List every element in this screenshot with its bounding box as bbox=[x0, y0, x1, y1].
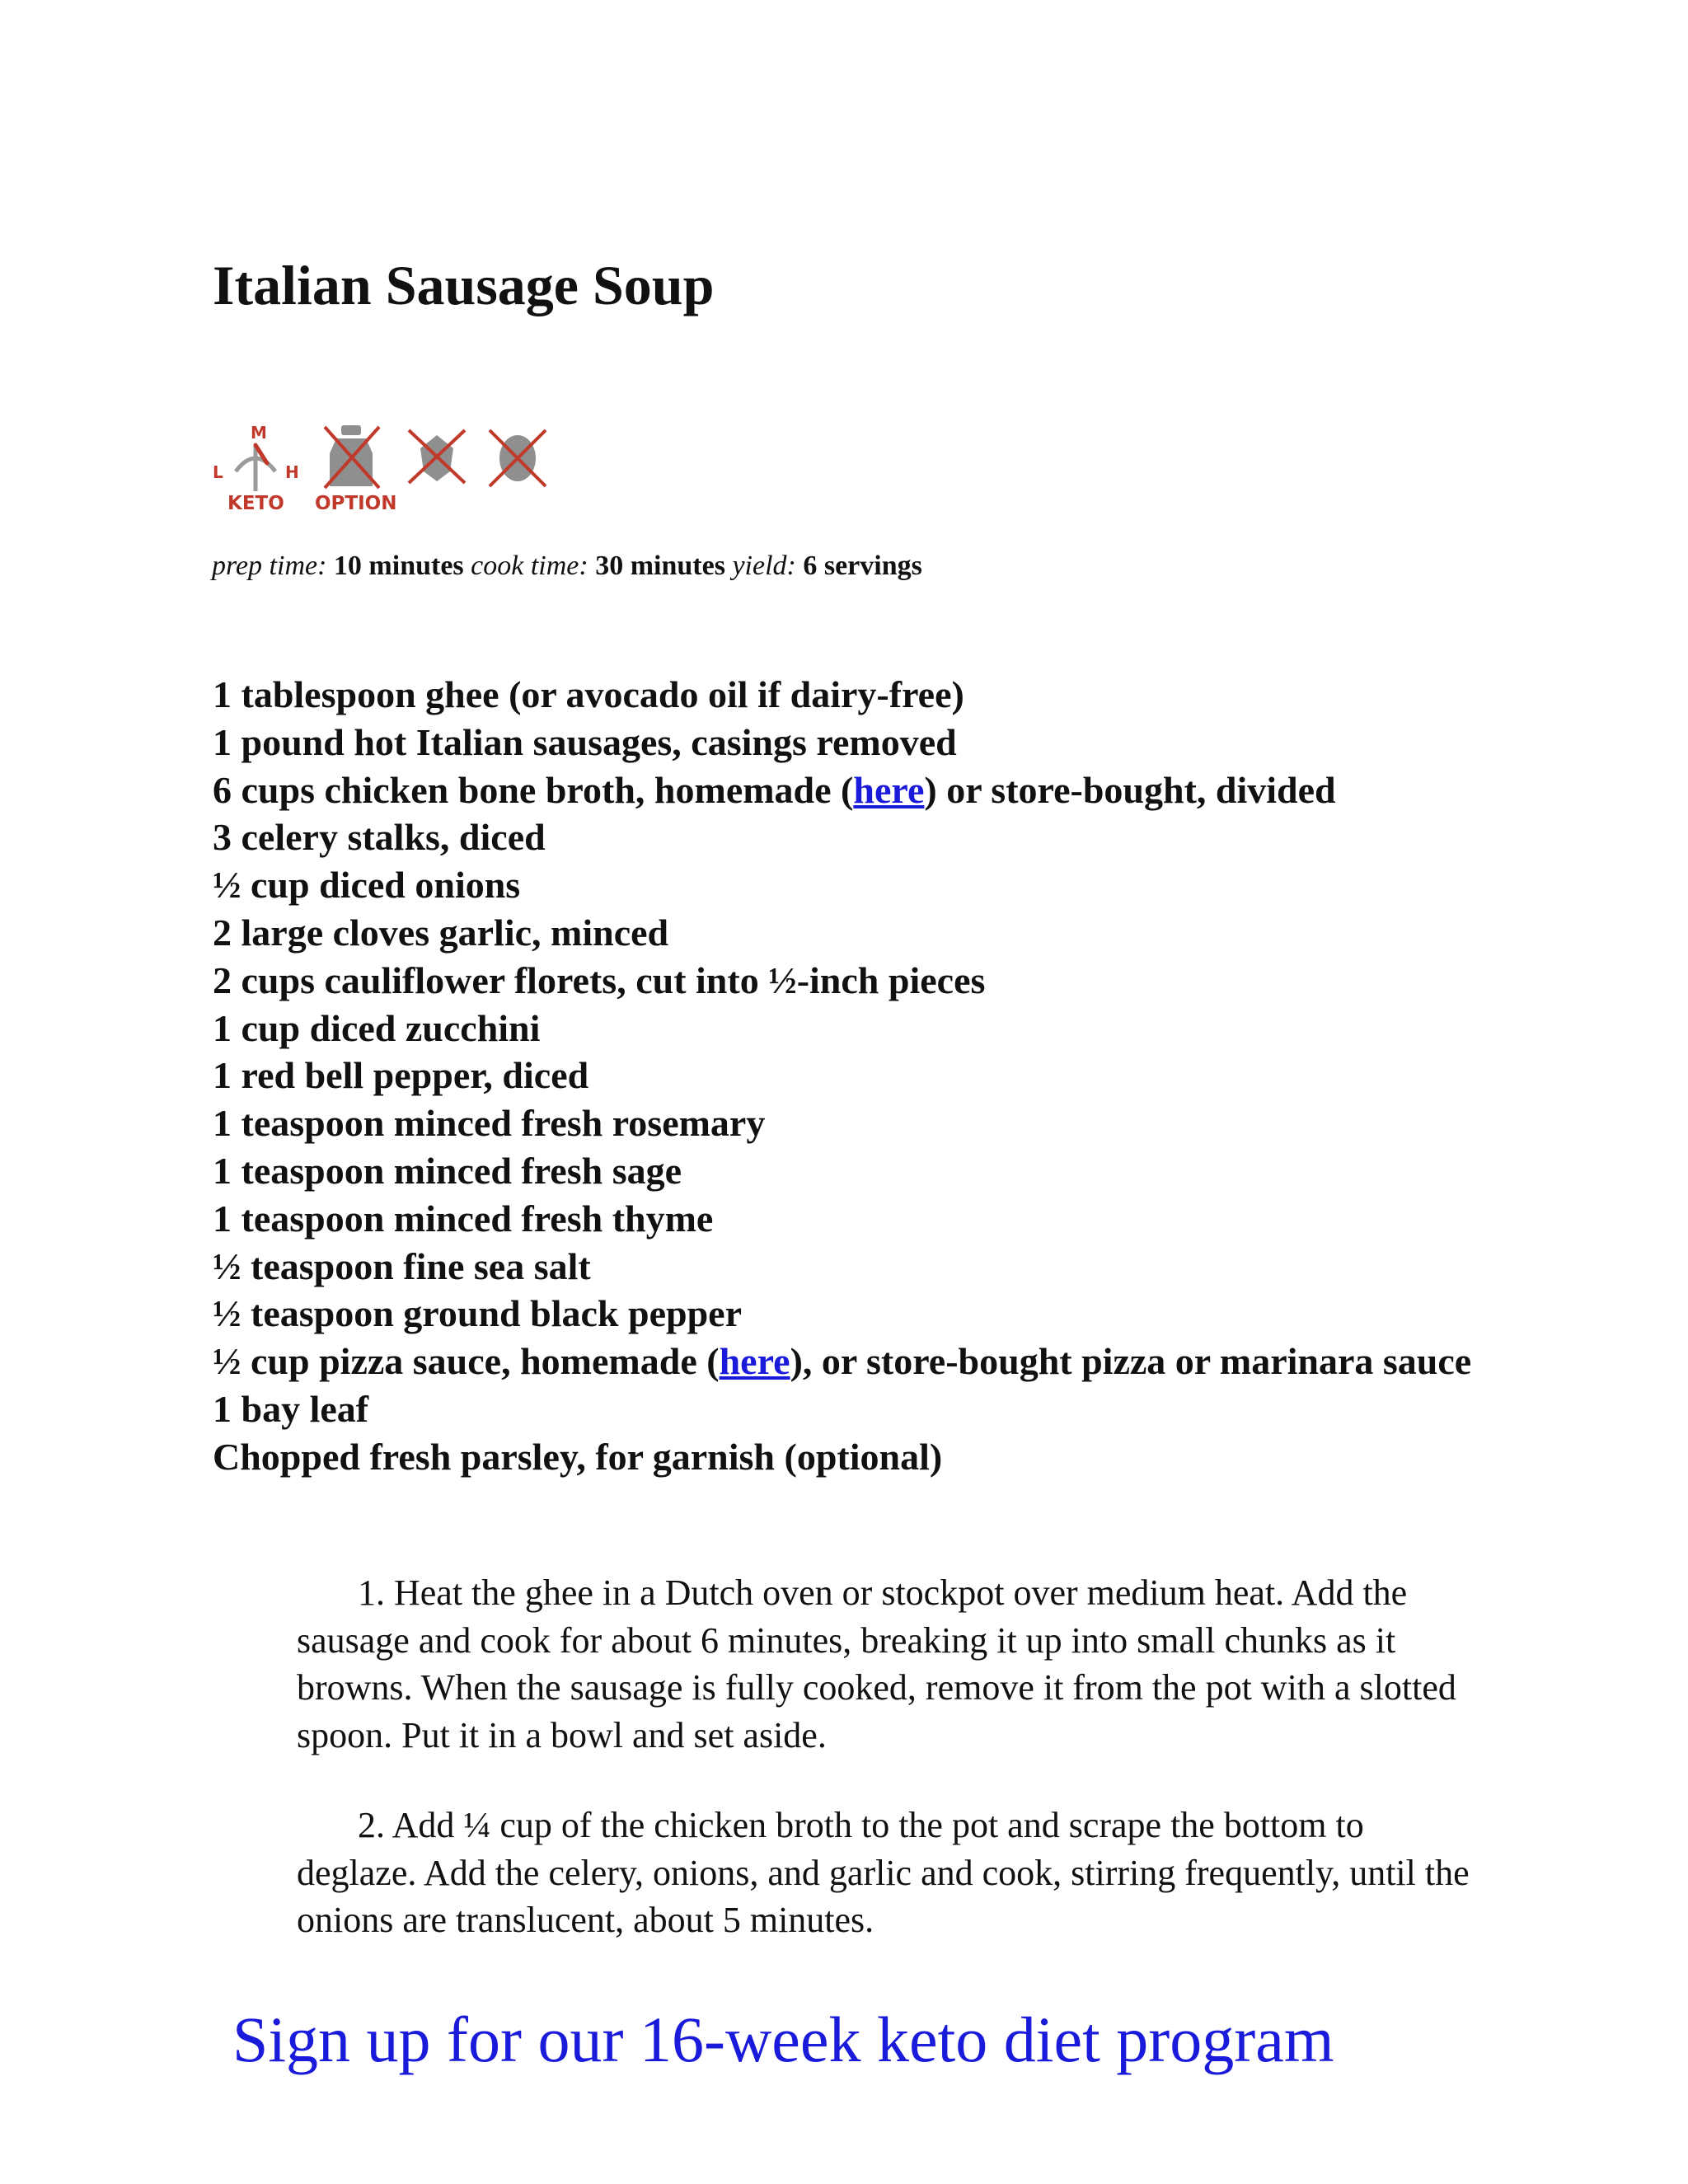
prep-time-value: 10 minutes bbox=[333, 551, 464, 581]
ingredient-text: 6 cups chicken bone broth, homemade ( bbox=[213, 768, 854, 811]
no-eggs-icon bbox=[485, 420, 551, 493]
yield-label: yield: bbox=[732, 551, 796, 581]
recipe-title: Italian Sausage Soup bbox=[213, 254, 715, 316]
ingredient-item: 1 teaspoon minced fresh thyme bbox=[213, 1197, 714, 1240]
cook-time-label: cook time: bbox=[471, 551, 588, 581]
ingredient-list bbox=[213, 671, 1474, 1481]
instruction-step bbox=[297, 1569, 1484, 1759]
ingredient-text: ), or store-bought pizza or marinara sauce bbox=[790, 1340, 1472, 1383]
instruction-text: 2. Add ¼ cup of the chicken broth to the pot and scrape the bottom to deglaze. Add the celery, onions, and garlic and cook, stirring frequently, until the onions are translucent, about 5 minutes. bbox=[297, 1805, 1470, 1940]
keto-scale-m: M bbox=[251, 423, 267, 443]
keto-scale-icon bbox=[206, 420, 305, 493]
instruction-step bbox=[297, 1802, 1484, 1944]
prep-time-label: prep time: bbox=[212, 551, 327, 581]
ingredient-text: ) or store-bought, divided bbox=[924, 768, 1336, 811]
keto-badge bbox=[206, 420, 305, 519]
ingredient-item: 1 tablespoon ghee (or avocado oil if dairy-free) bbox=[213, 673, 964, 715]
ingredient-item: 2 cups cauliflower florets, cut into ½-inch pieces bbox=[213, 958, 986, 1001]
no-nuts-icon bbox=[404, 420, 470, 493]
instruction-text: 1. Heat the ghee in a Dutch oven or stockpot over medium heat. Add the sausage and cook for about 6 minutes, breaking it up into small chunks as it browns. When the sausage is fully cooked, remove it from the pot with a slotted spoon. Put it in a bowl and set aside. bbox=[297, 1572, 1456, 1755]
pizza-sauce-recipe-link[interactable]: here bbox=[719, 1340, 790, 1383]
no-nuts-badge bbox=[404, 420, 470, 519]
ingredient-text: ½ cup pizza sauce, homemade ( bbox=[213, 1340, 720, 1383]
dairy-option-label: OPTION bbox=[315, 493, 397, 514]
ingredient-item: 3 celery stalks, diced bbox=[213, 816, 546, 859]
ingredient-item: 1 teaspoon minced fresh rosemary bbox=[213, 1102, 766, 1145]
dairy-option-badge bbox=[313, 420, 396, 519]
cook-time-value: 30 minutes bbox=[595, 551, 725, 581]
ingredient-item: 1 pound hot Italian sausages, casings removed bbox=[213, 720, 957, 763]
bone-broth-recipe-link[interactable]: here bbox=[853, 768, 925, 811]
ingredient-item: 2 large cloves garlic, minced bbox=[213, 911, 669, 954]
ingredient-item: 1 cup diced zucchini bbox=[213, 1006, 541, 1049]
signup-link[interactable]: Sign up for our 16-week keto diet program bbox=[232, 2004, 1334, 2075]
keto-label: KETO bbox=[227, 493, 284, 514]
ingredient-item: 1 red bell pepper, diced bbox=[213, 1054, 589, 1097]
no-eggs-badge bbox=[485, 420, 551, 519]
ingredient-item bbox=[213, 766, 1474, 814]
ingredient-item: ½ teaspoon fine sea salt bbox=[213, 1244, 591, 1287]
ingredient-item: 1 bay leaf bbox=[213, 1387, 369, 1430]
ingredient-item: ½ teaspoon ground black pepper bbox=[213, 1292, 743, 1335]
ingredient-item: Chopped fresh parsley, for garnish (optional) bbox=[213, 1435, 943, 1478]
ingredient-item: ½ cup diced onions bbox=[213, 864, 521, 907]
no-dairy-icon bbox=[315, 420, 389, 493]
ingredient-item: 1 teaspoon minced fresh sage bbox=[213, 1149, 682, 1192]
recipe-meta bbox=[212, 552, 922, 580]
ingredient-item bbox=[213, 1338, 1474, 1385]
keto-scale-l: L bbox=[213, 462, 223, 482]
keto-scale-h: H bbox=[285, 462, 299, 482]
yield-value: 6 servings bbox=[803, 551, 922, 581]
diet-badges bbox=[206, 420, 560, 519]
